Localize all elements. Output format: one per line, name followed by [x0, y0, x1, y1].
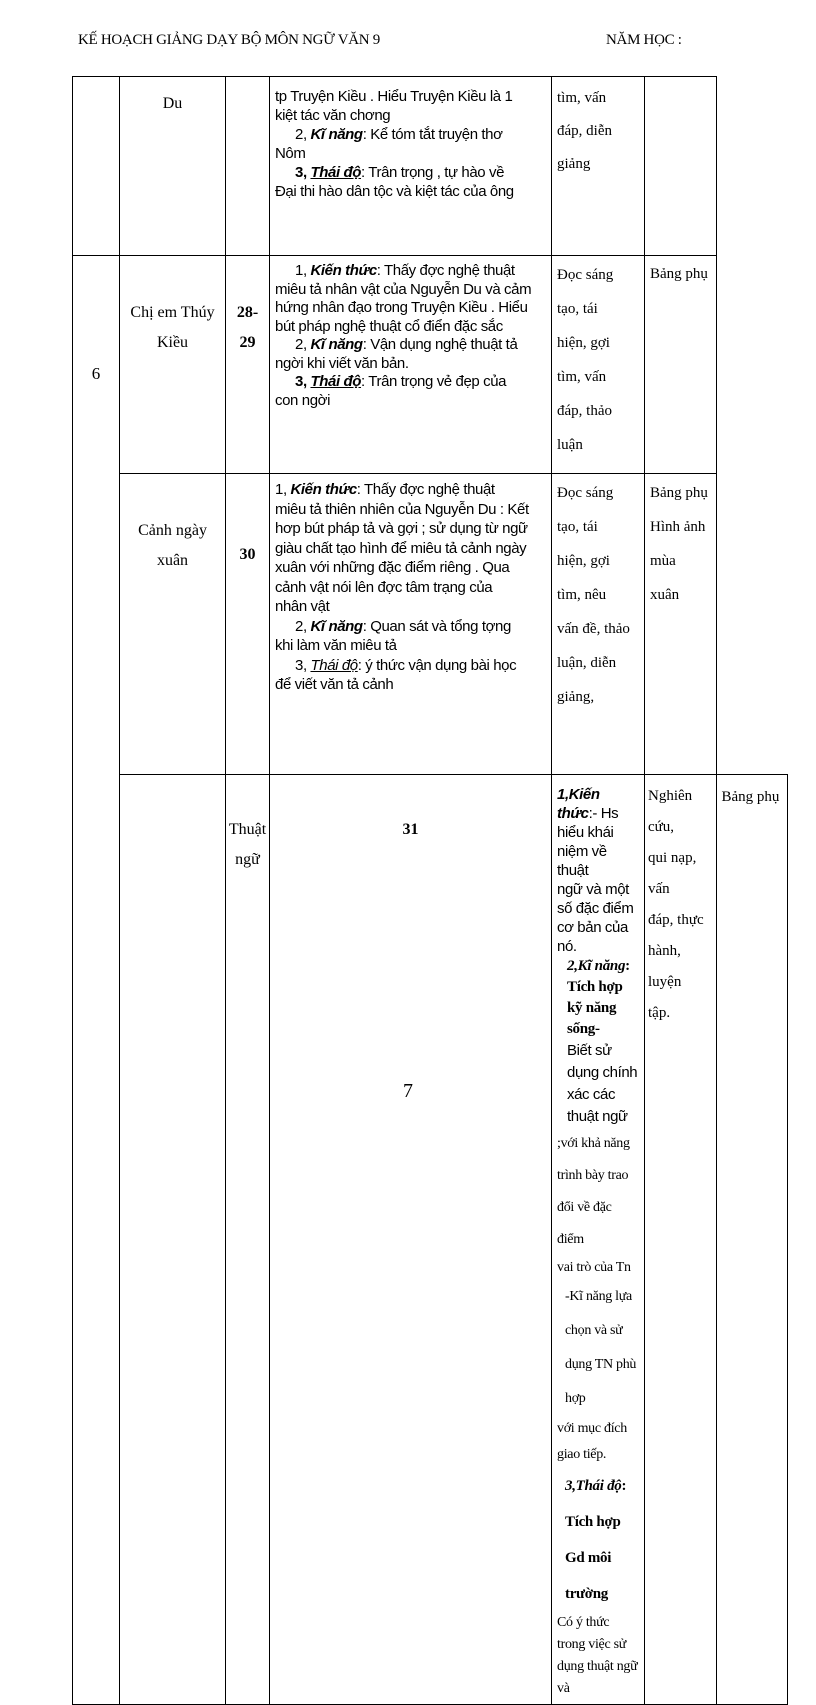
- period-cell: 30: [226, 474, 270, 775]
- lesson-cell: Cảnh ngày xuân: [120, 474, 226, 775]
- attitude-label: Thái độ: [310, 164, 362, 181]
- lesson-cell: Chị em Thúy Kiều: [120, 256, 226, 474]
- methods-cell: Đọc sáng tạo, tái hiện, gợi tìm, nêu vấn đề, thảo luận, diễn giảng,: [552, 474, 645, 775]
- attitude-label: 3,Thái độ: [565, 1478, 622, 1494]
- lesson-cell: Thuật ngữ: [226, 775, 270, 1705]
- skill-label: Kĩ năng: [310, 126, 363, 143]
- methods-cell: tìm, vấn đáp, diễn giảng: [552, 77, 645, 256]
- objectives-cell: 1, Kiến thức: Thấy đợc nghệ thuật miêu tả thiên nhiên của Nguyễn Du : Kết hơp bút pháp tả và gợi ; sử dụng từ ngữ giàu chất tạo hình để miêu tả cảnh ngày xuân với những đặc điểm riêng . Qua cảnh vật nói lên đợc tâm trạng của nhân vật 2, Kĩ năng: Quan sát và tổng tợng khi làm văn miêu tả 3, Thái độ: ý thức vận dụng bài học để viết văn tả cảnh: [270, 474, 552, 775]
- equipment-cell: [645, 77, 717, 256]
- school-year-label: NĂM HỌC :: [606, 32, 682, 48]
- equipment-cell: Bảng phụ Hình ảnh mùa xuân: [645, 474, 717, 775]
- methods-cell: Nghiên cứu, qui nạp, vấn đáp, thực hành, luyện tập.: [645, 775, 717, 1705]
- skill-label: Kĩ năng: [310, 336, 363, 353]
- equipment-cell: Bảng phụ: [645, 256, 717, 474]
- table-row: [73, 77, 788, 256]
- page-number: 7: [403, 1080, 413, 1102]
- table-row: [73, 474, 788, 775]
- objectives-cell: 1,Kiến thức:- Hs hiểu khái niệm về thuật ngữ và một số đặc điểm cơ bản của nó. 2,Kĩ năng: Tích hợp kỹ năng sống- Biết sử dụng chính xác các thuật ngữ ;với khả năng trình bày trao đổi về đặc điểm vai trò của Tn -Kĩ năng lựa chọn và sử dụng TN phù hợp với mục đích giao tiếp. 3,Thái độ: Tích hợp Gd môi trường Có ý thức trong việc sử dụng thuật ngữ và: [552, 775, 645, 1705]
- lesson-cell: Du: [120, 77, 226, 256]
- week-cell: [120, 775, 226, 1705]
- period-cell: [226, 77, 270, 256]
- period-cell: 31: [270, 775, 552, 1705]
- attitude-label: Thái độ: [310, 656, 358, 674]
- knowledge-label: Kiến thức: [310, 262, 377, 279]
- methods-cell: Đọc sáng tạo, tái hiện, gợi tìm, vấn đáp, thảo luận: [552, 256, 645, 474]
- document-header-title: KẾ HOẠCH GIẢNG DẠY BỘ MÔN NGỮ VĂN 9: [78, 32, 380, 48]
- objectives-cell: tp Truyện Kiều . Hiểu Truyện Kiều là 1 kiệt tác văn chơng 2, Kĩ năng: Kể tóm tắt truyện thơ Nôm 3, Thái độ: Trân trọng , tự hào về Đại thi hào dân tộc và kiệt tác của ông: [270, 77, 552, 256]
- skill-label: Kĩ năng: [310, 617, 363, 635]
- week-cell: [73, 77, 120, 256]
- table-row: [73, 775, 788, 1705]
- week-cell: 6: [73, 256, 120, 1705]
- skill-label: 2,Kĩ năng: [567, 958, 626, 974]
- period-cell: 28- 29: [226, 256, 270, 474]
- knowledge-label: 1,Kiến thức: [557, 786, 600, 822]
- knowledge-label: Kiến thức: [290, 481, 357, 498]
- table-row: [73, 256, 788, 474]
- teaching-plan-table: [72, 76, 788, 1705]
- equipment-cell: Bảng phụ: [716, 775, 788, 1705]
- attitude-label: Thái độ: [310, 373, 362, 390]
- objectives-cell: 1, Kiến thức: Thấy đợc nghệ thuật miêu tả nhân vật của Nguyễn Du và cảm hứng nhân đạo trong Truyện Kiều . Hiểu bút pháp nghệ thuật cổ điển đặc sắc 2, Kĩ năng: Vận dụng nghệ thuật tả ngời khi viết văn bản. 3, Thái độ: Trân trọng vẻ đẹp của con ngời: [270, 256, 552, 474]
